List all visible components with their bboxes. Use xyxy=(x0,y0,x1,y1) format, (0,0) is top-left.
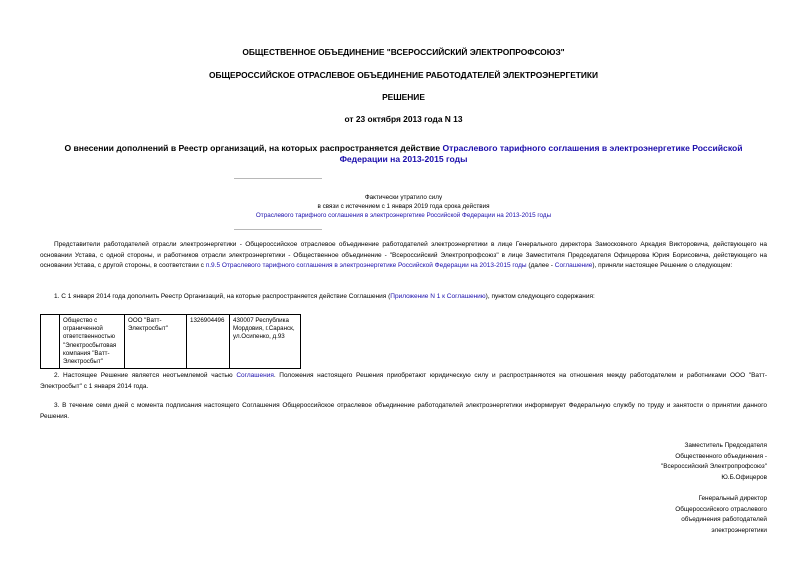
signature-employers-line: электроэнергетики xyxy=(711,526,767,534)
signature-employers-line: Общероссийского отраслевого xyxy=(675,505,767,513)
paragraph-parties-text-a: Представители работодателей отрасли электроэнергетики - Общероссийское отраслевое объединение работодателей электроэнергетики в лице Генерального директора Замосковного Аркадия Викторовича, действующего на основании Устава, с одной стороны, и работников отрасли электроэнергетики - Общественное объединение - "Всероссийский Электропрофсоюз" в лице Заместителя Председателя Офицерова Юрия Борисовича, действующего на основании Устава, с другой стороны, в соответствии с xyxy=(40,241,767,269)
divider-bottom xyxy=(234,229,322,230)
title-text: О внесении дополнений в Реестр организаций, на которых распространяется действие xyxy=(64,143,443,153)
paragraph-item-3: 3. В течение семи дней с момента подписания настоящего Соглашения Общероссийское отраслевое объединение работодателей электроэнергетики информирует Федеральную службу по труду и занятости о принятии данного Решения. xyxy=(40,402,767,420)
lost-force-line3 xyxy=(200,212,607,219)
paragraph-item-1 xyxy=(40,292,767,303)
lost-force-line2: в связи с истечением с 1 января 2019 года срока действия xyxy=(317,203,490,210)
paragraph-item-2-text-a: 2. Настоящее Решение является неотъемлемой частью xyxy=(54,372,237,379)
signature-union-line: Общественного объединения - xyxy=(675,452,767,460)
signature-employers xyxy=(547,494,767,536)
table-row xyxy=(41,315,301,369)
signature-union-line: Ю.Б.Офицеров xyxy=(721,473,767,481)
org-title-union: ОБЩЕСТВЕННОЕ ОБЪЕДИНЕНИЕ "ВСЕРОССИЙСКИЙ ЭЛЕКТРОПРОФСОЮЗ" xyxy=(242,47,565,57)
paragraph-parties-text-b: (далее - xyxy=(526,262,555,269)
table-cell-short-name: ООО "Ватт-Электросбыт" xyxy=(125,315,187,369)
document-title xyxy=(40,143,767,165)
title-agreement-link[interactable]: Отраслевого тарифного соглашения в электроэнергетике Российской Федерации на 2013-2015 годы xyxy=(339,143,743,164)
signature-union xyxy=(547,441,767,483)
org-title-employers: ОБЩЕРОССИЙСКОЕ ОТРАСЛЕВОЕ ОБЪЕДИНЕНИЕ РАБОТОДАТЕЛЕЙ ЭЛЕКТРОЭНЕРГЕТИКИ xyxy=(208,70,599,80)
signature-union-line: Заместитель Председателя xyxy=(684,442,767,449)
agreement-link-2[interactable]: Соглашения xyxy=(236,372,274,379)
paragraph-item-1-text-b: ), пунктом следующего содержания: xyxy=(485,293,595,300)
table-cell-number xyxy=(41,315,60,369)
agreement-link[interactable]: Соглашение xyxy=(554,262,593,269)
paragraph-item-1-text-a: 1. С 1 января 2014 года дополнить Реестр Организаций, на которые распространяется действие Соглашения ( xyxy=(54,293,391,300)
appendix-1-link[interactable]: Приложение N 1 к Соглашению xyxy=(390,293,486,300)
paragraph-item-2-text-b: . Положения настоящего Решения приобретают юридическую силу и распространяются на отношения между работодателем и работниками ООО "Ватт-Электросбыт" с 1 января 2014 года. xyxy=(40,372,767,390)
signature-employers-line: объединения работодателей xyxy=(681,516,767,524)
registry-table xyxy=(40,314,301,369)
document-date-number: от 23 октября 2013 года N 13 xyxy=(344,114,463,124)
lost-force-agreement-link[interactable]: Отраслевого тарифного соглашения в электроэнергетике Российской Федерации на 2013-2015 годы xyxy=(255,212,552,219)
document-type: РЕШЕНИЕ xyxy=(382,92,425,102)
lost-force-line1: Фактически утратило силу xyxy=(364,194,443,201)
signature-employers-line: Генеральный директор xyxy=(698,495,767,502)
table-cell-address: 430007 Республика Мордовия, г.Саранск, ул.Осипенко, д.93 xyxy=(230,315,301,369)
table-cell-full-name: Общество с ограниченной ответственностью "Электросбытовая компания "Ватт-Электросбыт" xyxy=(60,315,125,369)
paragraph-parties xyxy=(40,240,767,272)
clause-9-5-link[interactable]: п.9.5 Отраслевого тарифного соглашения в электроэнергетике Российской Федерации на 2013-2015 годы xyxy=(205,262,527,269)
table-cell-inn: 1326904496 xyxy=(187,315,230,369)
signature-union-line: "Всероссийский Электропрофсоюз" xyxy=(660,463,767,471)
paragraph-parties-text-c: ), приняли настоящее Решение о следующем: xyxy=(592,262,733,269)
paragraph-item-2 xyxy=(40,371,767,392)
divider-top xyxy=(234,178,322,179)
